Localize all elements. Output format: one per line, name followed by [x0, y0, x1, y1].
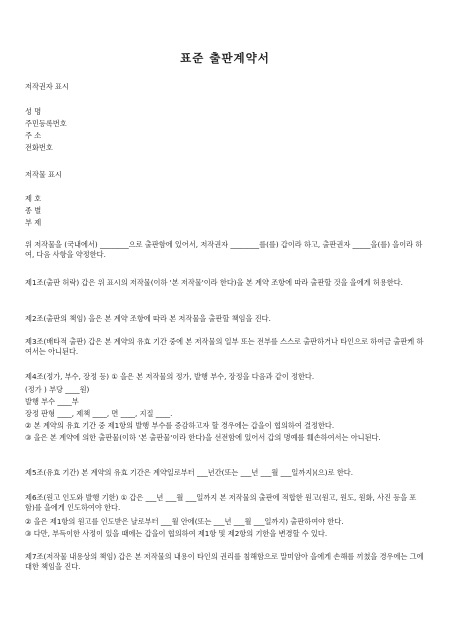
article-1: 제1조(출판 허락) 갑은 위 표시의 저작물(이하 '본 저작물'이라 한다)을 본 계약 조항에 따라 출판할 것을 을에게 허용한다.	[25, 278, 403, 287]
article-3: 제3조(배타적 출판) 갑은 본 계약의 유효 기간 중에 본 저작물의 일부 또는 전부를 스스로 출판하거나 타인으로 하여금 출판케 하여서는 아니된다.	[25, 337, 424, 356]
article-6-clause-1: 제6조(원고 인도와 발행 기한) ① 갑은 ___년 ___월 ___일까지 본 저작물의 출판에 적합한 원고(원고, 원도, 원화, 사진 등을 포함)를 을에게 인도하여야 한다.	[25, 493, 417, 512]
article-4-price: (정가 ) 부당 ____원)	[25, 385, 90, 394]
author-field-address: 주 소	[25, 131, 42, 140]
work-section-heading: 저작물 표시	[25, 170, 63, 179]
article-6-clause-2: ② 을은 제1항의 원고를 인도받은 날로부터 ___월 안에(또는 ___년 ___월 ___일까지) 출판하여야 한다.	[25, 517, 344, 526]
preamble-paragraph: 위 저작물을 (국내에서) ________으로 출판함에 있어서, 저작권자 ________를(를) 갑이라 하고, 출판권자 _____을(를) 을이라 하여, 다음 사항을 약정한다.	[25, 240, 423, 259]
article-4-print-run: 발행 부수 ____부	[25, 397, 79, 406]
article-4-clause-2: ② 본 계약의 유효 기간 중 제1항의 발행 부수를 증감하고자 할 경우에는 갑을이 협의하여 결정한다.	[25, 421, 335, 430]
work-field-title: 제 호	[25, 194, 42, 203]
article-4-binding: 장정 판형 ____, 제책 ____, 면 ____, 지질 ____.	[25, 409, 173, 418]
article-6-clause-3: ③ 다만, 부득이한 사정이 있을 때에는 갑을이 협의하여 제1항 및 제2항의 기한을 변경할 수 있다.	[25, 529, 328, 538]
author-field-resident-number: 주민등록번호	[25, 119, 67, 128]
article-5: 제5조(유효 기간) 본 계약의 유효 기간은 계약일로부터 ___년간(또는 ___년 ___월 ___일까지)(으)로 한다.	[25, 468, 354, 477]
article-4-clause-3: ③ 을은 본 계약에 의한 출판물(이하 '본 출판물'이라 한다)을 선전함에 있어서 갑의 명예를 훼손하여서는 아니된다.	[25, 433, 381, 442]
work-field-subtitle: 부 제	[25, 218, 42, 227]
article-2: 제2조(출판의 책임) 을은 본 계약 조항에 따라 본 저작물을 출판할 책임을 진다.	[25, 314, 271, 323]
article-4-clause-1: 제4조(정가, 부수, 장정 등) ① 을은 본 저작물의 정가, 발행 부수, 장정을 다음과 같이 정한다.	[25, 372, 315, 381]
author-field-phone: 전화번호	[25, 143, 53, 152]
author-section-heading: 저작권자 표시	[25, 82, 69, 91]
work-field-type: 종 별	[25, 206, 42, 215]
author-field-name: 성 명	[25, 107, 42, 116]
article-7: 제7조(저작물 내용상의 책임) 갑은 본 저작물의 내용이 타인의 권리를 침해함으로 말미암아 을에게 손해를 끼쳤을 경우에는 그에 대한 책임을 진다.	[25, 552, 424, 571]
document-title: 표준 출판계약서	[180, 51, 270, 65]
